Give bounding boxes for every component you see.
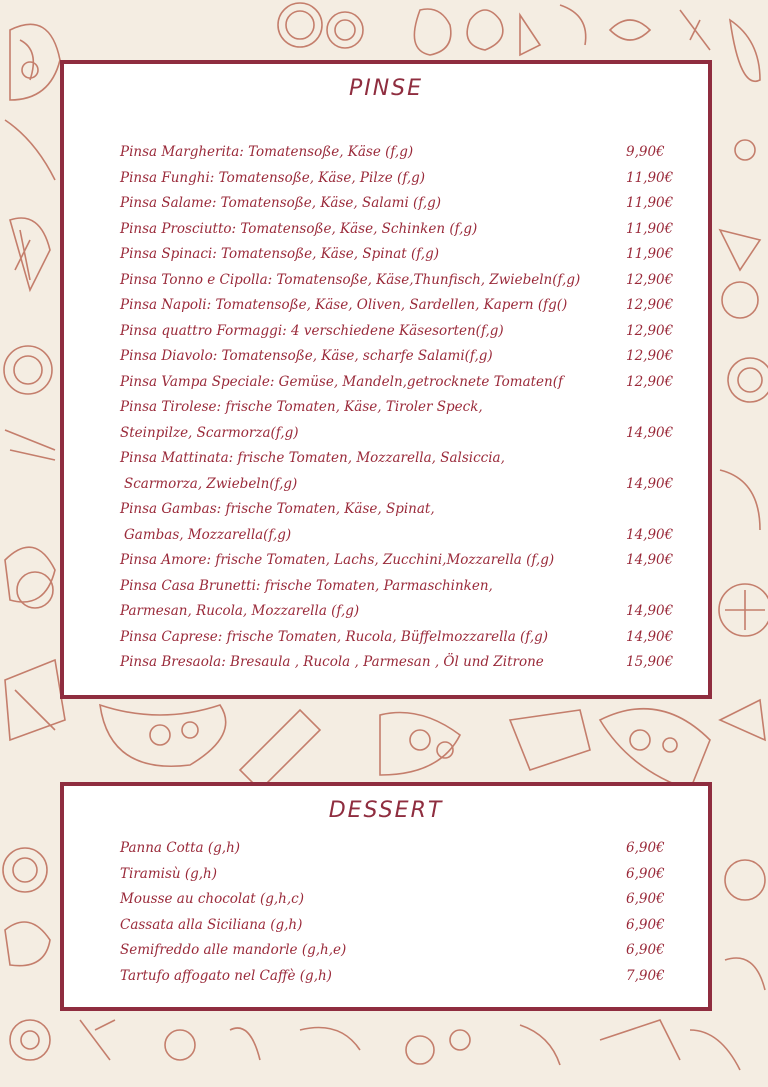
pinse-item-price: 12,90€ [626,271,674,288]
pinse-item-price: 12,90€ [626,322,674,339]
pinse-item-name: Pinsa Funghi: Tomatensoße, Käse, Pilze (f,g) [120,169,426,186]
pinse-item-price: 12,90€ [626,373,674,390]
pinse-item-name: Pinsa Casa Brunetti: frische Tomaten, Parmaschinken, [120,577,493,594]
dessert-item-price: 6,90€ [626,916,665,933]
dessert-menu-item [120,836,680,862]
pinse-menu-item [120,446,680,472]
pinse-menu-item [120,650,680,676]
pinse-item-price: 11,90€ [626,195,674,211]
pinse-item-name: Pinsa Mattinata: frische Tomaten, Mozzarella, Salsiccia, [120,450,505,466]
pinse-menu-item [120,599,680,625]
pinse-menu-item [120,140,680,166]
pinse-item-name: Pinsa Tonno e Cipolla: Tomatensoße, Käse,Thunfisch, Zwiebeln(f,g) [120,271,581,288]
pinse-title: PINSE [348,76,424,101]
pinse-item-name: Pinsa Margherita: Tomatensoße, Käse (f,g) [120,144,414,160]
pinse-item-price: 11,90€ [626,220,674,237]
dessert-item-name: Mousse au chocolat (g,h,c) [120,891,304,907]
dessert-menu-item [120,862,680,888]
pinse-item-price: 12,90€ [626,297,674,313]
pinse-item-name: Pinsa quattro Formaggi: 4 verschiedene Käsesorten(f,g) [120,322,504,339]
dessert-item-list [120,836,680,989]
pinse-menu-item [120,523,680,549]
dessert-menu-item [120,887,680,913]
pinse-item-name: Pinsa Diavolo: Tomatensoße, Käse, scharfe Salami(f,g) [120,348,493,364]
pinse-menu-item [120,421,680,447]
pinse-item-name: Pinsa Tirolese: frische Tomaten, Käse, Tiroler Speck, [120,399,483,415]
pinse-item-price: 12,90€ [626,348,674,364]
pinse-item-name: Pinsa Vampa Speciale: Gemüse, Mandeln,getrocknete Tomaten(f [120,373,564,390]
pinse-item-price: 11,90€ [626,246,674,262]
dessert-item-name: Tiramisù (g,h) [120,865,218,882]
pinse-item-name: Pinsa Gambas: frische Tomaten, Käse, Spinat, [120,501,435,517]
dessert-menu-item [120,964,680,990]
pinse-item-price: 14,90€ [626,424,674,441]
pinse-item-price: 9,90€ [626,144,665,160]
pinse-item-name: Scarmorza, Zwiebeln(f,g) [124,475,298,492]
dessert-title: DESSERT [328,798,444,823]
pinse-menu-item [120,217,680,243]
pinse-item-price: 14,90€ [626,552,674,568]
pinse-item-name: Pinsa Salame: Tomatensoße, Käse, Salami (f,g) [120,195,442,211]
pinse-item-name: Pinsa Napoli: Tomatensoße, Käse, Oliven, Sardellen, Kapern (fg() [120,297,568,313]
pinse-menu-item [120,472,680,498]
dessert-item-name: Cassata alla Siciliana (g,h) [120,916,303,933]
pinse-item-name: Pinsa Caprese: frische Tomaten, Rucola, Büffelmozzarella (f,g) [120,628,549,645]
pinse-item-name: Pinsa Spinaci: Tomatensoße, Käse, Spinat (f,g) [120,246,440,262]
dessert-item-price: 6,90€ [626,840,665,856]
dessert-item-price: 6,90€ [626,942,665,958]
pinse-menu-item [120,166,680,192]
dessert-menu-card [60,782,712,1011]
pinse-menu-card [60,60,712,699]
pinse-item-name: Pinsa Amore: frische Tomaten, Lachs, Zucchini,Mozzarella (f,g) [120,552,555,568]
pinse-menu-item [120,548,680,574]
pinse-menu-item [120,242,680,268]
pinse-item-name: Gambas, Mozzarella(f,g) [124,526,292,543]
pinse-menu-item [120,293,680,319]
pinse-menu-item [120,574,680,600]
dessert-item-name: Tartufo affogato nel Caffè (g,h) [120,967,332,984]
pinse-item-name: Pinsa Bresaola: Bresaula , Rucola , Parmesan , Öl und Zitrone [120,654,544,670]
pinse-menu-item [120,268,680,294]
pinse-item-price: 11,90€ [626,169,674,186]
pinse-item-price: 14,90€ [626,475,674,492]
dessert-item-price: 6,90€ [626,891,665,907]
pinse-menu-item [120,370,680,396]
pinse-item-name: Parmesan, Rucola, Mozzarella (f,g) [120,603,360,619]
dessert-menu-item [120,913,680,939]
dessert-menu-item [120,938,680,964]
pinse-menu-item [120,191,680,217]
pinse-item-price: 15,90€ [626,654,674,670]
pinse-item-name: Steinpilze, Scarmorza(f,g) [120,424,299,441]
pinse-item-price: 14,90€ [626,628,674,645]
pinse-item-price: 14,90€ [626,526,674,543]
pinse-menu-item [120,625,680,651]
dessert-item-price: 6,90€ [626,865,665,882]
dessert-item-name: Panna Cotta (g,h) [120,840,241,856]
pinse-menu-item [120,497,680,523]
pinse-menu-item [120,395,680,421]
pinse-item-price: 14,90€ [626,603,674,619]
dessert-item-name: Semifreddo alle mandorle (g,h,e) [120,942,347,958]
pinse-item-name: Pinsa Prosciutto: Tomatensoße, Käse, Schinken (f,g) [120,220,478,237]
dessert-item-price: 7,90€ [626,967,665,984]
pinse-item-list [120,140,680,676]
pinse-menu-item [120,344,680,370]
pinse-menu-item [120,319,680,345]
